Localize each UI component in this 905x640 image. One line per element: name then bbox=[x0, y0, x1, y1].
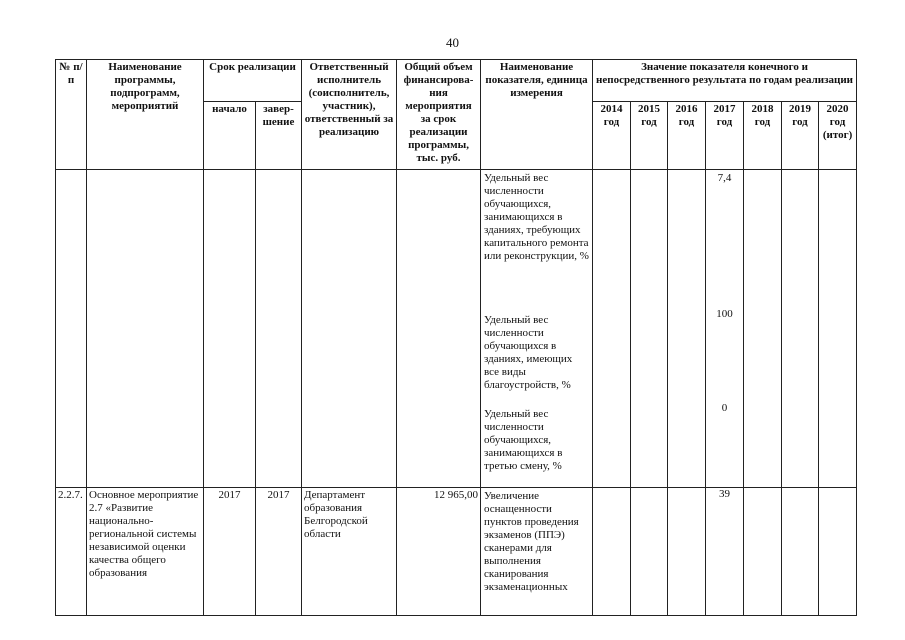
row-responsible bbox=[302, 170, 397, 488]
value-cell: 7,4 bbox=[717, 172, 732, 184]
row-name bbox=[87, 170, 204, 488]
header-year-2014: 2014 год bbox=[593, 102, 631, 170]
header-term-end: завер-шение bbox=[256, 102, 302, 170]
header-year-2018: 2018 год bbox=[744, 102, 782, 170]
value-2019 bbox=[782, 170, 819, 488]
value-cell: 39 bbox=[719, 488, 731, 500]
row-end: 2017 bbox=[256, 488, 302, 616]
table-row bbox=[56, 170, 857, 488]
value-2015 bbox=[631, 488, 668, 616]
header-values-group: Значение показателя конечного и непосредственного результата по годам реализации bbox=[593, 60, 857, 102]
header-year-2020: 2020 год (итог) bbox=[819, 102, 857, 170]
indicator-text: Удельный вес численности обучающихся, занимающихся в зданиях, требующих капитального ремонта или реконструкции, % bbox=[484, 172, 589, 262]
row-start: 2017 bbox=[204, 488, 256, 616]
header-year-2015: 2015 год bbox=[631, 102, 668, 170]
row-indicators bbox=[481, 170, 593, 488]
header-term-start: начало bbox=[204, 102, 256, 170]
header-name: Наименование программы, подпрограмм, мероприятий bbox=[87, 60, 204, 170]
header-year-2017: 2017 год bbox=[706, 102, 744, 170]
page-number: 40 bbox=[446, 35, 459, 50]
value-2020 bbox=[819, 488, 857, 616]
indicator-text: Удельный вес численности обучающихся, занимающихся в третью смену, % bbox=[484, 408, 563, 472]
value-2018 bbox=[744, 488, 782, 616]
row-start bbox=[204, 170, 256, 488]
value-2015 bbox=[631, 170, 668, 488]
row-indicators bbox=[481, 488, 593, 616]
row-funding: 12 965,00 bbox=[397, 488, 481, 616]
value-2017 bbox=[706, 170, 744, 488]
header-year-2016: 2016 год bbox=[668, 102, 706, 170]
row-num: 2.2.7. bbox=[56, 488, 87, 616]
value-2016 bbox=[668, 170, 706, 488]
row-funding bbox=[397, 170, 481, 488]
row-num bbox=[56, 170, 87, 488]
row-name: Основное мероприятие 2.7 «Развитие национально-региональной системы независимой оценки качества общего образования bbox=[87, 488, 204, 616]
header-funding: Общий объем финансирова-ния мероприятия за срок реализации программы, тыс. руб. bbox=[397, 60, 481, 170]
value-2014 bbox=[593, 488, 631, 616]
value-cell: 0 bbox=[721, 402, 728, 414]
header-responsible: Ответственный исполнитель (соисполнитель, участник), ответственный за реализацию bbox=[302, 60, 397, 170]
table-row bbox=[56, 488, 857, 616]
value-2017 bbox=[706, 488, 744, 616]
value-2018 bbox=[744, 170, 782, 488]
value-2014 bbox=[593, 170, 631, 488]
indicator-text: Удельный вес численности обучающихся в зданиях, имеющих все виды благоустройств, % bbox=[484, 314, 573, 391]
value-2016 bbox=[668, 488, 706, 616]
value-2020 bbox=[819, 170, 857, 488]
value-cell: 100 bbox=[716, 308, 733, 320]
program-table bbox=[55, 59, 857, 616]
indicator-text: Увеличение оснащенности пунктов проведения экзаменов (ППЭ) сканерами для выполнения сканирования экзаменационных bbox=[484, 490, 579, 593]
value-2019 bbox=[782, 488, 819, 616]
header-indicator: Наименование показателя, единица измерения bbox=[481, 60, 593, 170]
header-num: № п/п bbox=[56, 60, 87, 170]
row-end bbox=[256, 170, 302, 488]
header-year-2019: 2019 год bbox=[782, 102, 819, 170]
header-term: Срок реализации bbox=[204, 60, 302, 102]
row-responsible: Департамент образования Белгородской области bbox=[302, 488, 397, 616]
